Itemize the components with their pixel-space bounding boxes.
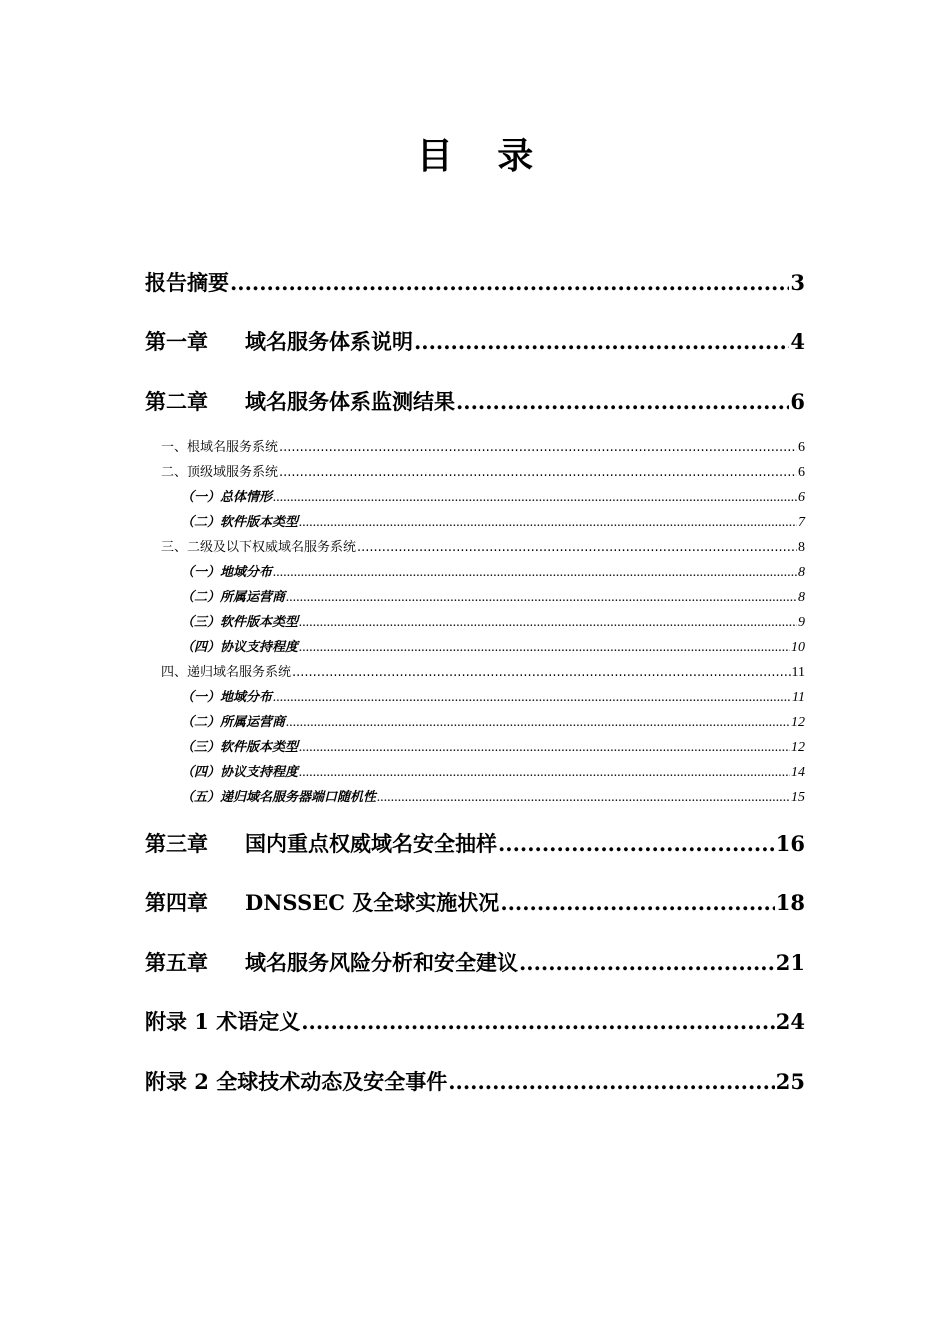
toc-entry-label: 域名服务体系说明 bbox=[245, 329, 413, 354]
toc-entry-subsection[interactable] bbox=[181, 738, 805, 758]
dot-leader bbox=[273, 688, 791, 708]
toc-page-number: 7 bbox=[798, 515, 805, 530]
dot-leader bbox=[377, 788, 790, 808]
dot-leader bbox=[299, 738, 790, 758]
toc-entry-chapter-3[interactable] bbox=[145, 829, 805, 859]
dot-leader bbox=[286, 713, 790, 733]
dot-leader bbox=[299, 763, 790, 783]
toc-entry-chapter-1[interactable] bbox=[145, 327, 805, 357]
toc-entry-section[interactable] bbox=[161, 663, 805, 683]
dot-leader bbox=[414, 327, 789, 357]
toc-entry-label: 域名服务风险分析和安全建议 bbox=[245, 950, 518, 975]
toc-title: 目 录 bbox=[416, 135, 550, 177]
toc-page-number: 9 bbox=[798, 615, 805, 630]
toc-page-number: 14 bbox=[791, 765, 805, 780]
toc-entry-label: 报告摘要 bbox=[145, 270, 229, 295]
dot-leader bbox=[498, 829, 775, 859]
toc-page-number: 24 bbox=[775, 1009, 805, 1034]
toc-page-number: 11 bbox=[791, 665, 805, 680]
toc-entry-label: 二、顶级域服务系统 bbox=[161, 465, 279, 480]
toc-page-number: 18 bbox=[775, 890, 805, 915]
toc-entry-subsection[interactable] bbox=[181, 513, 805, 533]
toc-chapter-number: 第四章 bbox=[145, 890, 208, 915]
toc-entry-section[interactable] bbox=[161, 538, 805, 558]
toc-entry-label: 四、递归域名服务系统 bbox=[161, 665, 292, 680]
toc-entry-subsection[interactable] bbox=[181, 688, 805, 708]
toc-entry-label: DNSSEC 及全球实施状况 bbox=[245, 890, 500, 915]
toc-page-number: 8 bbox=[798, 565, 805, 580]
toc-page-number: 21 bbox=[775, 950, 805, 975]
dot-leader bbox=[230, 268, 789, 298]
toc-entry-appendix-1[interactable] bbox=[145, 1007, 805, 1037]
toc-page-number: 12 bbox=[791, 740, 805, 755]
toc-entry-subsection[interactable] bbox=[181, 488, 805, 508]
toc-page-number: 6 bbox=[790, 389, 805, 414]
toc-entry-subsection[interactable] bbox=[181, 763, 805, 783]
toc-entry-label: 附录 1 术语定义 bbox=[145, 1009, 301, 1034]
dot-leader bbox=[299, 638, 790, 658]
toc-page-number: 10 bbox=[791, 640, 805, 655]
toc-entry-label: 国内重点权威域名安全抽样 bbox=[245, 831, 497, 856]
toc-page-number: 8 bbox=[798, 590, 805, 605]
toc-entry-label: （一）地域分布 bbox=[181, 690, 273, 705]
toc-entry-subsection[interactable] bbox=[181, 638, 805, 658]
toc-page-number: 6 bbox=[798, 440, 805, 455]
toc-entry-appendix-2[interactable] bbox=[145, 1067, 805, 1097]
dot-leader bbox=[519, 948, 775, 978]
toc-page-number: 8 bbox=[798, 540, 805, 555]
toc-entry-label: （三）软件版本类型 bbox=[181, 740, 299, 755]
toc-page-number: 15 bbox=[791, 790, 805, 805]
dot-leader bbox=[279, 438, 797, 458]
dot-leader bbox=[286, 588, 797, 608]
toc-entry-label: （四）协议支持程度 bbox=[181, 640, 299, 655]
toc-entry-label: （二）软件版本类型 bbox=[181, 515, 299, 530]
toc-entry-chapter-4[interactable] bbox=[145, 888, 805, 918]
toc-entry-label: 域名服务体系监测结果 bbox=[245, 389, 455, 414]
toc-page-number: 6 bbox=[798, 490, 805, 505]
toc-chapter-number: 第二章 bbox=[145, 389, 208, 414]
toc-page-number: 16 bbox=[775, 831, 805, 856]
toc-chapter-number: 第三章 bbox=[145, 831, 208, 856]
toc-entry-label: （四）协议支持程度 bbox=[181, 765, 299, 780]
toc-page-number: 3 bbox=[790, 270, 805, 295]
dot-leader bbox=[279, 463, 797, 483]
dot-leader bbox=[448, 1067, 775, 1097]
toc-entry-chapter-5[interactable] bbox=[145, 948, 805, 978]
toc-entry-label: （一）总体情形 bbox=[181, 490, 273, 505]
dot-leader bbox=[357, 538, 797, 558]
toc-page-number: 6 bbox=[798, 465, 805, 480]
toc-entry-label: （一）地域分布 bbox=[181, 565, 273, 580]
toc-entry-subsection[interactable] bbox=[181, 788, 805, 808]
dot-leader bbox=[500, 888, 774, 918]
toc-entry-subsection[interactable] bbox=[181, 613, 805, 633]
dot-leader bbox=[301, 1007, 775, 1037]
toc-entry-label: （三）软件版本类型 bbox=[181, 615, 299, 630]
toc-chapter-number: 第五章 bbox=[145, 950, 208, 975]
dot-leader bbox=[456, 387, 789, 417]
toc-entry-subsection[interactable] bbox=[181, 563, 805, 583]
toc-entry-label: 附录 2 全球技术动态及安全事件 bbox=[145, 1069, 448, 1094]
toc-entry-section[interactable] bbox=[161, 438, 805, 458]
toc-entry-section[interactable] bbox=[161, 463, 805, 483]
toc-entry-label: 一、根域名服务系统 bbox=[161, 440, 279, 455]
dot-leader bbox=[292, 663, 791, 683]
dot-leader bbox=[273, 563, 797, 583]
toc-entry-subsection[interactable] bbox=[181, 713, 805, 733]
dot-leader bbox=[299, 513, 797, 533]
toc-entry-label: （二）所属运营商 bbox=[181, 590, 286, 605]
toc-entry-label: （五）递归域名服务器端口随机性 bbox=[181, 790, 377, 805]
toc-chapter-number: 第一章 bbox=[145, 329, 208, 354]
toc-page-number: 4 bbox=[790, 329, 805, 354]
toc-entry-subsection[interactable] bbox=[181, 588, 805, 608]
toc-page-number: 25 bbox=[775, 1069, 805, 1094]
toc-entry-chapter-2[interactable] bbox=[145, 387, 805, 417]
dot-leader bbox=[299, 613, 797, 633]
toc-entry-label: （二）所属运营商 bbox=[181, 715, 286, 730]
toc-entry-label: 三、二级及以下权威域名服务系统 bbox=[161, 540, 357, 555]
dot-leader bbox=[273, 488, 797, 508]
toc-page-number: 12 bbox=[791, 715, 805, 730]
toc-page-number: 11 bbox=[792, 690, 805, 705]
toc-entry-summary[interactable] bbox=[145, 268, 805, 298]
